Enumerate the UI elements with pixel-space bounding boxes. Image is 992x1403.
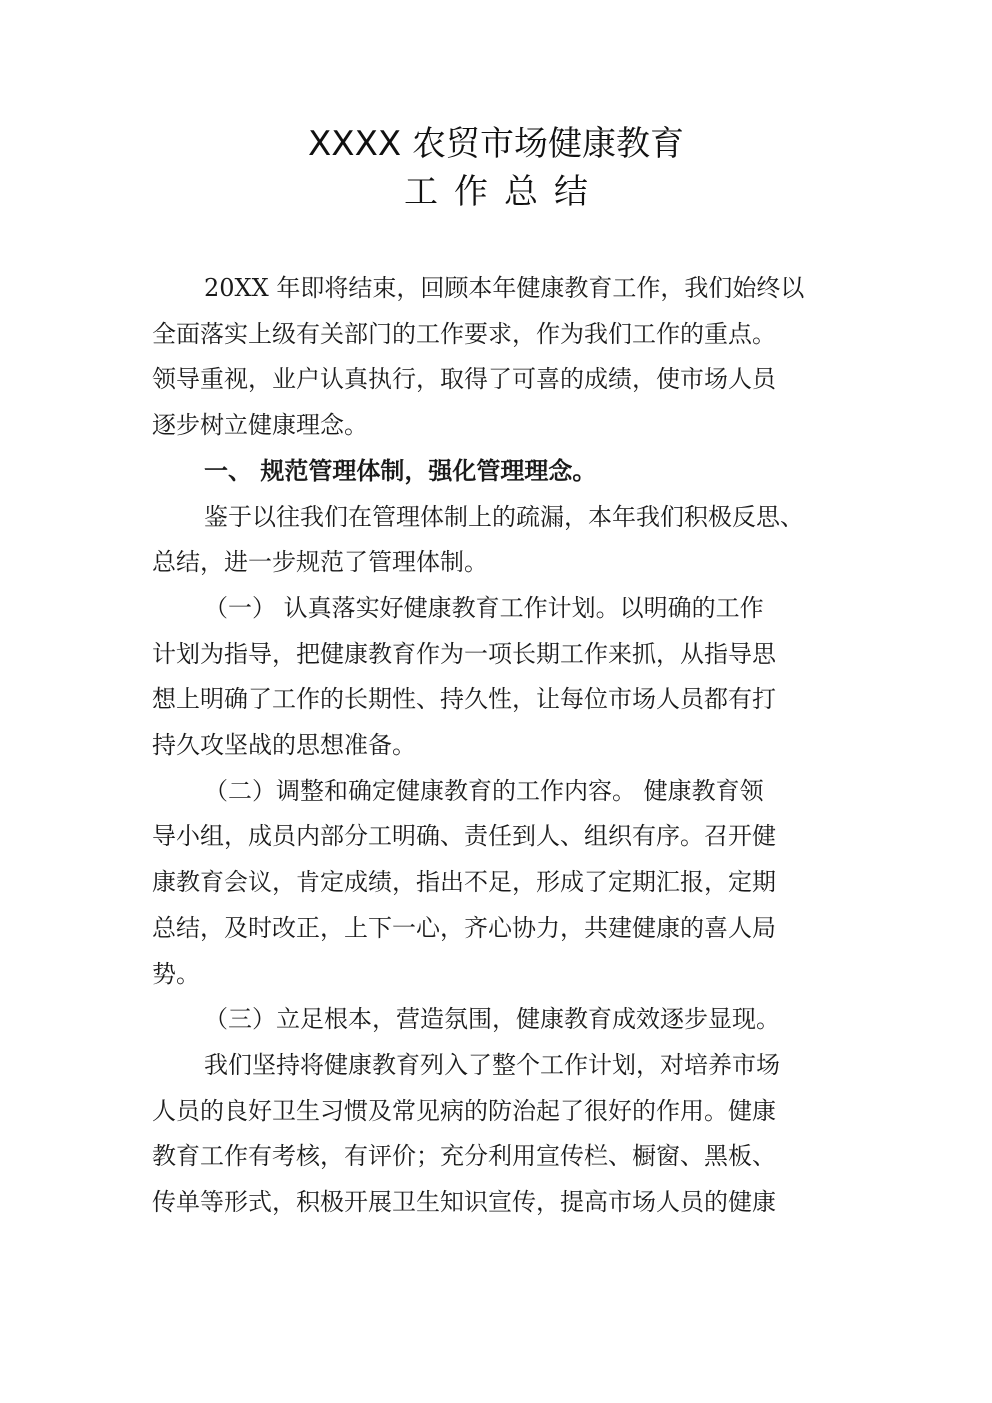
paragraph-intro: [152, 266, 842, 449]
paragraph-line: （二）调整和确定健康教育的工作内容。 健康教育领: [204, 776, 764, 805]
paragraph-line: 计划为指导，把健康教育作为一项长期工作来抓，从指导思: [152, 639, 776, 668]
paragraph-line: 鉴于以往我们在管理体制上的疏漏，本年我们积极反思、: [204, 502, 804, 531]
paragraph-health-plan: [152, 1043, 842, 1226]
paragraph-management: [152, 495, 842, 586]
paragraph-line: 想上明确了工作的长期性、持久性，让每位市场人员都有打: [152, 685, 776, 714]
paragraph-line: （三）立足根本，营造氛围，健康教育成效逐步显现。: [204, 1005, 780, 1034]
paragraph-line: 康教育会议，肯定成绩，指出不足，形成了定期汇报，定期: [152, 868, 776, 897]
paragraph-line: 我们坚持将健康教育列入了整个工作计划，对培养市场: [204, 1050, 780, 1079]
paragraph-item-3: [152, 997, 842, 1043]
paragraph-item-2: [152, 769, 842, 998]
paragraph-line: 领导重视，业户认真执行，取得了可喜的成绩，使市场人员: [152, 365, 776, 394]
paragraph-line: 教育工作有考核，有评价；充分利用宣传栏、橱窗、黑板、: [152, 1142, 776, 1171]
section-heading-1: 一、 规范管理体制，强化管理理念。: [204, 456, 597, 485]
paragraph-line: 传单等形式，积极开展卫生知识宣传，提高市场人员的健康: [152, 1188, 776, 1217]
paragraph-item-1: [152, 586, 842, 769]
paragraph-line: 全面落实上级有关部门的工作要求，作为我们工作的重点。: [152, 319, 776, 348]
paragraph-line: 持久攻坚战的思想准备。: [152, 731, 416, 760]
paragraph-line: 总结，进一步规范了管理体制。: [152, 548, 488, 577]
paragraph-line: 20XX 年即将结束，回顾本年健康教育工作，我们始终以: [204, 274, 805, 302]
document-title-line-1: XXXX 农贸市场健康教育: [308, 124, 684, 164]
paragraph-line: 人员的良好卫生习惯及常见病的防治起了很好的作用。健康: [152, 1096, 776, 1125]
paragraph-line: （一） 认真落实好健康教育工作计划。以明确的工作: [204, 593, 764, 622]
paragraph-line: 势。: [152, 959, 200, 988]
document-body: [152, 266, 842, 1226]
paragraph-line: 总结，及时改正，上下一心，齐心协力，共建健康的喜人局: [152, 913, 776, 942]
paragraph-line: 导小组，成员内部分工明确、责任到人、组织有序。召开健: [152, 822, 776, 851]
paragraph-line: 逐步树立健康理念。: [152, 411, 368, 440]
document-title-line-2: 工作总结: [404, 172, 604, 212]
